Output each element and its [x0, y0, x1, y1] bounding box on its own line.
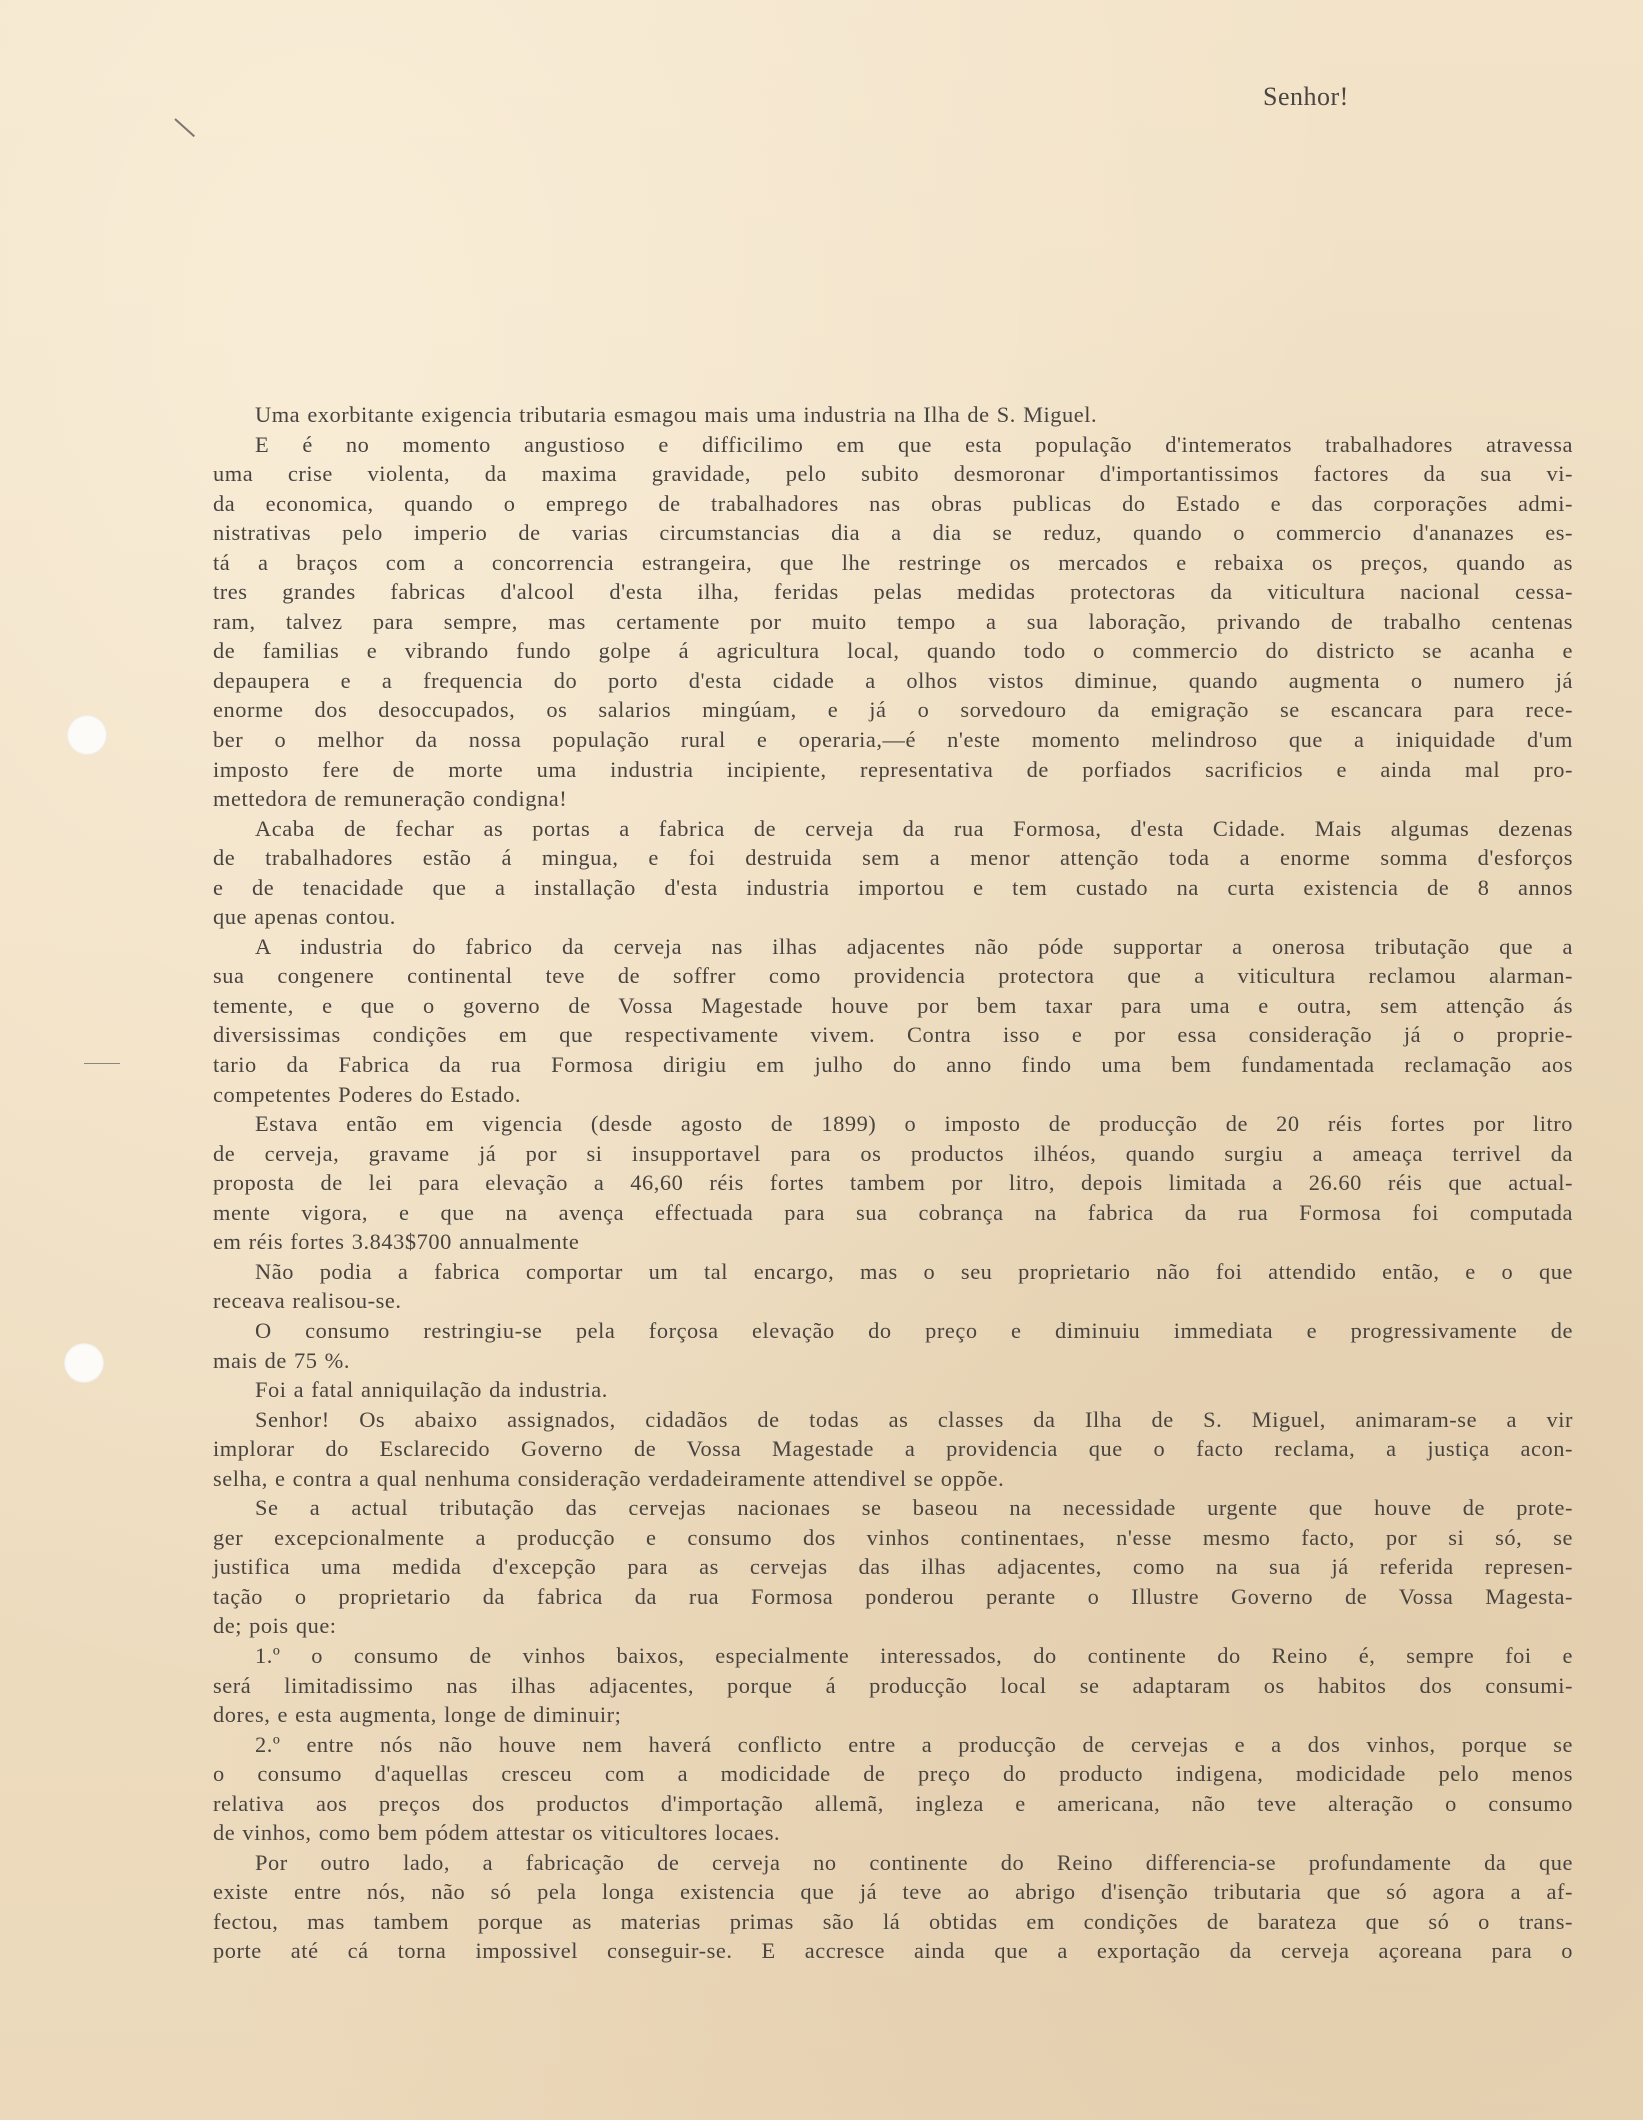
text-line: justifica uma medida d'excepção para as cervejas das ilhas adjacentes, como na sua já referida represen-	[213, 1554, 1573, 1580]
text-line: será limitadissimo nas ilhas adjacentes, porque á producção local se adaptaram os habitos dos consumi-	[213, 1672, 1573, 1698]
text-line: Por outro lado, a fabricação de cerveja no continente do Reino differencia-se profundamente da que	[255, 1849, 1573, 1875]
text-line: imposto fere de morte uma industria incipiente, representativa de porfiados sacrificios e ainda mal pro-	[213, 756, 1573, 782]
salutation-heading: Senhor!	[1263, 82, 1349, 111]
text-line: diversissimas condições em que respectivamente vivem. Contra isso e por essa consideração já o proprie-	[213, 1022, 1573, 1048]
petition-body-text	[213, 400, 1573, 1966]
text-line: de familias e vibrando fundo golpe á agricultura local, quando todo o commercio do districto se acanha e	[213, 638, 1573, 664]
text-line: porte até cá torna impossivel conseguir-se. E accresce ainda que a exportação da cerveja açoreana para o	[213, 1938, 1573, 1964]
text-line: o consumo d'aquellas cresceu com a modicidade de preço do producto indigena, modicidade pelo menos	[213, 1761, 1573, 1787]
text-line: da economica, quando o emprego de trabalhadores nas obras publicas do Estado e das corporações admi-	[213, 490, 1573, 516]
text-line: A industria do fabrico da cerveja nas ilhas adjacentes não póde supportar a onerosa tributação que a	[255, 933, 1573, 959]
text-line: ram, talvez para sempre, mas certamente por muito tempo a sua laboração, privando de trabalho centenas	[213, 608, 1573, 634]
text-line: ber o melhor da nossa população rural e operaria,—é n'este momento melindroso que a iniquidade d'um	[213, 727, 1573, 753]
text-line: sua congenere continental teve de soffrer como providencia protectora que a viticultura reclamou alarman-	[213, 963, 1573, 989]
margin-mark	[84, 1063, 120, 1064]
text-line: e de tenacidade que a installação d'esta industria importou e tem custado na curta existencia de 8 annos	[213, 874, 1573, 900]
text-line: tres grandes fabricas d'alcool d'esta ilha, feridas pelas medidas protectoras da viticultura nacional cessa-	[213, 579, 1573, 605]
text-line: dores, e esta augmenta, longe de diminuir;	[213, 1702, 622, 1728]
text-line: O consumo restringiu-se pela forçosa elevação do preço e diminuiu immediata e progressivamente de	[255, 1317, 1573, 1343]
text-line: tá a braços com a concorrencia estrangeira, que lhe restringe os mercados e rebaixa os preços, quando as	[213, 549, 1573, 575]
text-line: que apenas contou.	[213, 904, 396, 930]
text-line: Senhor! Os abaixo assignados, cidadãos de todas as classes da Ilha de S. Miguel, animaram-se a vir	[255, 1406, 1573, 1432]
text-line: em réis fortes 3.843$700 annualmente	[213, 1229, 580, 1255]
text-line: relativa aos preços dos productos d'importação allemã, ingleza e americana, não teve alteração o consumo	[213, 1790, 1573, 1816]
text-line: competentes Poderes do Estado.	[213, 1081, 522, 1107]
text-line: implorar do Esclarecido Governo de Vossa Magestade a providencia que o facto reclama, a justiça acon-	[213, 1436, 1573, 1462]
text-line: temente, e que o governo de Vossa Magestade houve por bem taxar para uma e outra, sem attenção ás	[213, 992, 1573, 1018]
text-line: de; pois que:	[213, 1613, 337, 1639]
pencil-mark	[174, 118, 195, 137]
text-line: 1.º o consumo de vinhos baixos, especialmente interessados, do continente do Reino é, sempre foi e	[255, 1642, 1573, 1668]
text-line: Acaba de fechar as portas a fabrica de cerveja da rua Formosa, d'esta Cidade. Mais algumas dezenas	[255, 815, 1573, 841]
text-line: de vinhos, como bem pódem attestar os viticultores locaes.	[213, 1820, 781, 1846]
text-line: mente vigora, e que na avença effectuada para sua cobrança na fabrica da rua Formosa foi computada	[213, 1199, 1573, 1225]
text-line: Estava então em vigencia (desde agosto de 1899) o imposto de producção de 20 réis fortes por litro	[255, 1111, 1573, 1137]
text-line: tação o proprietario da fabrica da rua Formosa ponderou perante o Illustre Governo de Vossa Magesta-	[213, 1583, 1573, 1609]
text-line: proposta de lei para elevação a 46,60 réis fortes tambem por litro, depois limitada a 26.60 réis que actual-	[213, 1170, 1573, 1196]
text-line: Foi a fatal anniquilação da industria.	[255, 1377, 608, 1403]
text-line: de trabalhadores estão á mingua, e foi destruida sem a menor attenção toda a enorme somma d'esforços	[213, 845, 1573, 871]
text-line: nistrativas pelo imperio de varias circumstancias dia a dia se reduz, quando o commercio d'ananazes es-	[213, 520, 1573, 546]
text-line: uma crise violenta, da maxima gravidade, pelo subito desmoronar d'importantissimos factores da sua vi-	[213, 461, 1573, 487]
text-line: mais de 75 %.	[213, 1347, 351, 1373]
text-line: enorme dos desoccupados, os salarios mingúam, e já o sorvedouro da emigração se escancara para rece-	[213, 697, 1573, 723]
text-line: Uma exorbitante exigencia tributaria esmagou mais uma industria na Ilha de S. Miguel.	[255, 402, 1098, 427]
text-line: receava realisou-se.	[213, 1288, 402, 1314]
text-line: E é no momento angustioso e difficilimo em que esta população d'intemeratos trabalhadores atravessa	[255, 431, 1573, 457]
punch-hole	[67, 715, 107, 755]
text-line: 2.º entre nós não houve nem haverá conflicto entre a producção de cervejas e a dos vinhos, porque se	[255, 1731, 1573, 1757]
text-line: Se a actual tributação das cervejas nacionaes se baseou na necessidade urgente que houve de prote-	[255, 1495, 1573, 1521]
punch-hole	[64, 1343, 104, 1383]
text-line: ger excepcionalmente a producção e consumo dos vinhos continentaes, n'esse mesmo facto, por si só, se	[213, 1524, 1573, 1550]
text-line: mettedora de remuneração condigna!	[213, 786, 568, 812]
text-line: tario da Fabrica da rua Formosa dirigiu em julho do anno findo uma bem fundamentada reclamação aos	[213, 1052, 1573, 1078]
text-line: existe entre nós, não só pela longa existencia que já teve ao abrigo d'isenção tributaria que só agora a af-	[213, 1879, 1573, 1905]
text-line: Não podia a fabrica comportar um tal encargo, mas o seu proprietario não foi attendido então, e o que	[255, 1258, 1573, 1284]
text-line: depaupera e a frequencia do porto d'esta cidade a olhos vistos diminue, quando augmenta o numero já	[213, 667, 1573, 693]
text-line: fectou, mas tambem porque as materias primas são lá obtidas em condições de barateza que só o trans-	[213, 1908, 1573, 1934]
text-line: selha, e contra a qual nenhuma consideração verdadeiramente attendivel se oppõe.	[213, 1465, 1005, 1491]
text-line: de cerveja, gravame já por si insupportavel para os productos ilhéos, quando surgiu a ameaça terrivel da	[213, 1140, 1573, 1166]
